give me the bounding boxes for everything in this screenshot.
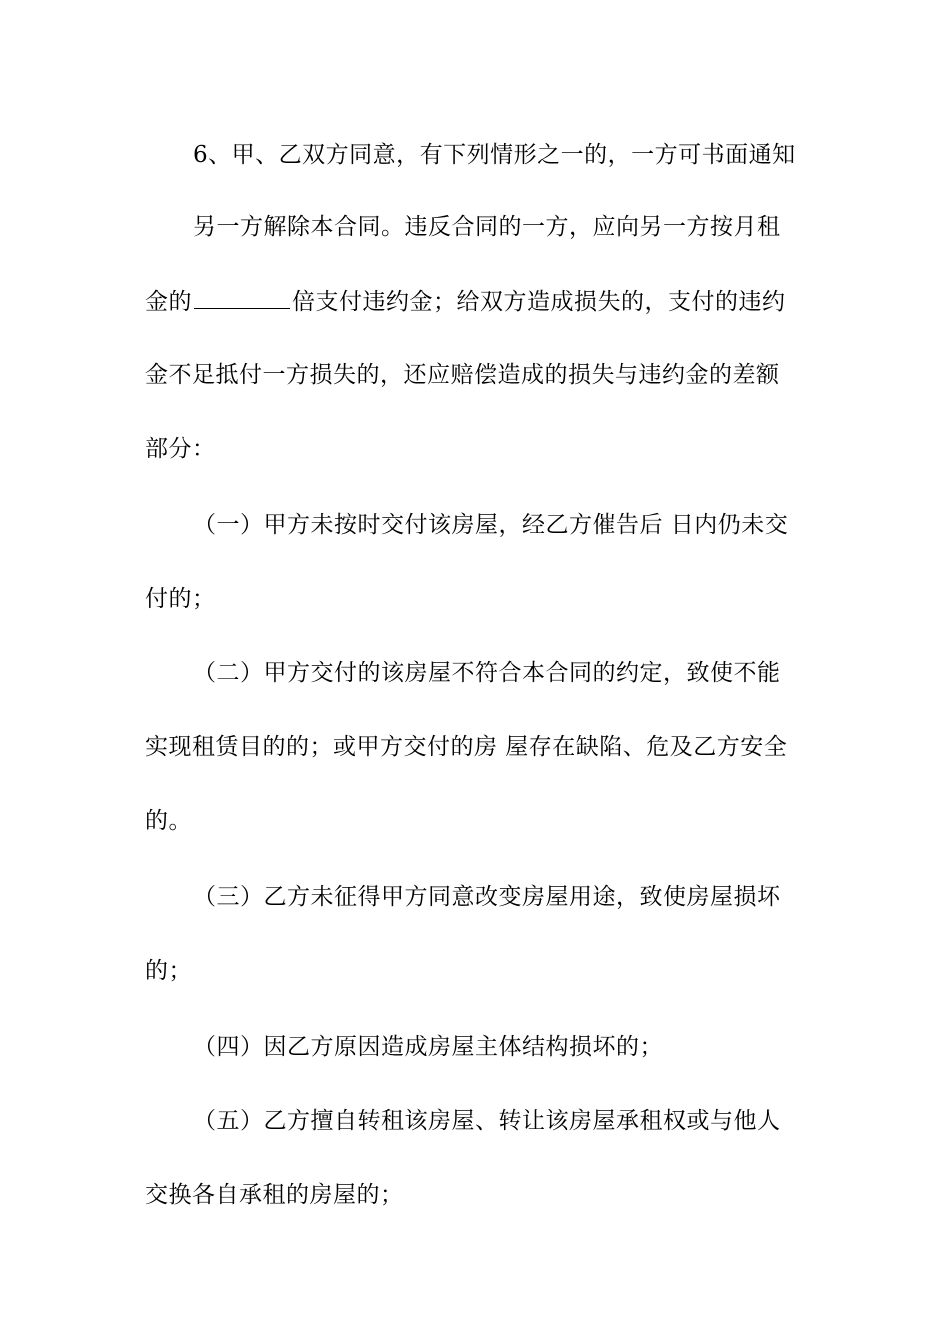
item-5-line-2: 交换各自承租的房屋的； (145, 1182, 404, 1208)
item-2-line-2: 实现租赁目的的；或甲方交付的房 屋存在缺陷、危及乙方安全 (145, 734, 788, 760)
item-2-line-1: （二）甲方交付的该房屋不符合本合同的约定，致使不能 (193, 660, 781, 686)
clause-6-line-1: 6、甲、乙双方同意，有下列情形之一的，一方可书面通知 (193, 142, 796, 168)
clause-6-line-3 (145, 286, 815, 317)
clause-6-line-4: 金不足抵付一方损失的，还应赔偿造成的损失与违约金的差额 (145, 362, 780, 388)
clause-6-line-3-start: 金的 (145, 289, 192, 315)
item-3-line-1: （三）乙方未征得甲方同意改变房屋用途，致使房屋损坏 (193, 884, 781, 910)
item-5-line-1: （五）乙方擅自转租该房屋、转让该房屋承租权或与他人 (193, 1108, 781, 1134)
clause-6-line-5: 部分： (145, 436, 216, 462)
multiplier-blank (194, 286, 290, 309)
clause-6-line-2: 另一方解除本合同。违反合同的一方，应向另一方按月租 (193, 214, 781, 240)
item-1-line-2: 付的； (145, 586, 216, 612)
item-2-line-3: 的。 (145, 808, 192, 834)
clause-6-line-3-end: 倍支付违约金；给双方造成损失的，支付的违约 (292, 289, 786, 315)
item-1-line-1: （一）甲方未按时交付该房屋，经乙方催告后 日内仍未交 (193, 512, 789, 538)
item-4-line-1: （四）因乙方原因造成房屋主体结构损坏的； (193, 1034, 663, 1060)
item-3-line-2: 的； (145, 958, 192, 984)
